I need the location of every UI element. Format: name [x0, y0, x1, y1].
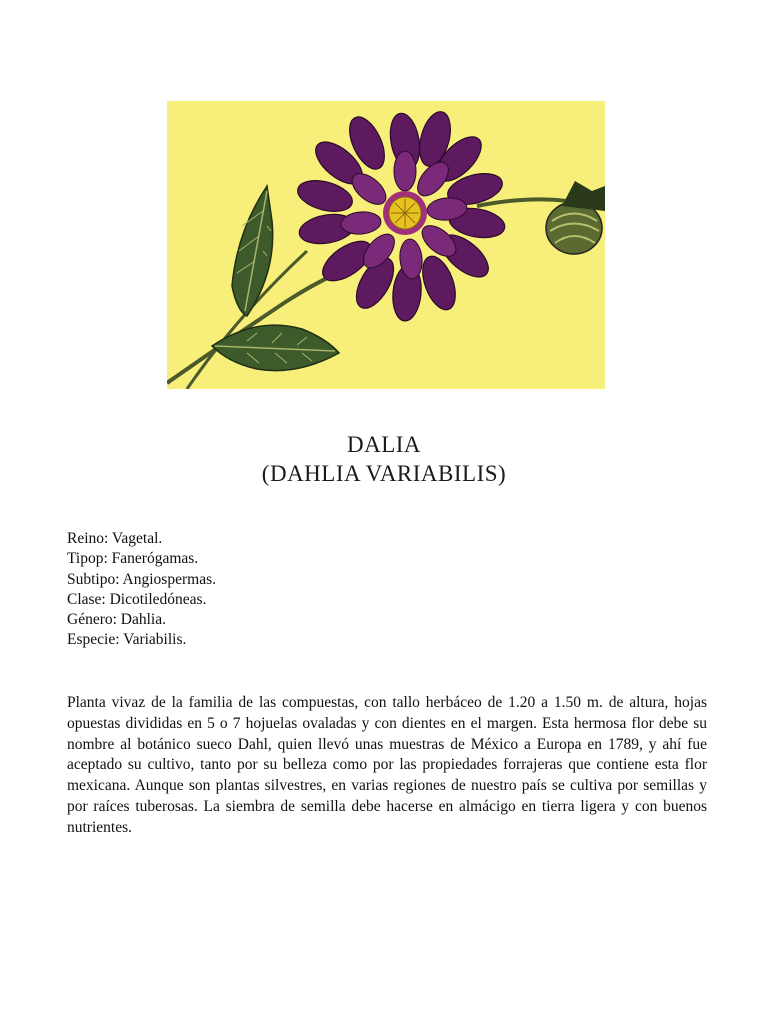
taxonomy-item-clase: Clase: Dicotiledóneas.	[67, 590, 207, 608]
taxonomy-item-genero: Género: Dahlia.	[67, 611, 166, 629]
description-paragraph: Planta vivaz de la familia de las compuestas, con tallo herbáceo de 1.20 a 1.50 m. de altura, hojas opuestas divididas en 5 o 7 hojuelas ovaladas y con dientes en el margen. Esta hermosa flor debe su nombre al botánico sueco Dahl, quien llevó unas muestras de México a Europa en 1789, y ahí fue aceptado su cultivo, tanto por su belleza como por las propiedades forrajeras que contiene esta flor mexicana. Aunque son plantas silvestres, en varias regiones de nuestro país se cultiva por semillas y por raíces tuberosas. La siembra de semilla debe hacerse en almácigo en tierra ligera y con buenos nutrientes.	[67, 694, 707, 836]
page-title: DALIA	[346, 432, 422, 457]
taxonomy-list	[67, 529, 467, 651]
taxonomy-item-reino: Reino: Vagetal.	[67, 530, 163, 547]
title-block	[0, 430, 768, 488]
dahlia-flower-icon	[167, 101, 605, 389]
dahlia-illustration	[167, 101, 605, 389]
taxonomy-item-tipo: Tipop: Fanerógamas.	[67, 550, 199, 568]
taxonomy-item-especie: Especie: Variabilis.	[67, 631, 187, 649]
page-subtitle: (DAHLIA VARIABILIS)	[261, 461, 507, 486]
taxonomy-item-subtipo: Subtipo: Angiospermas.	[67, 570, 216, 588]
